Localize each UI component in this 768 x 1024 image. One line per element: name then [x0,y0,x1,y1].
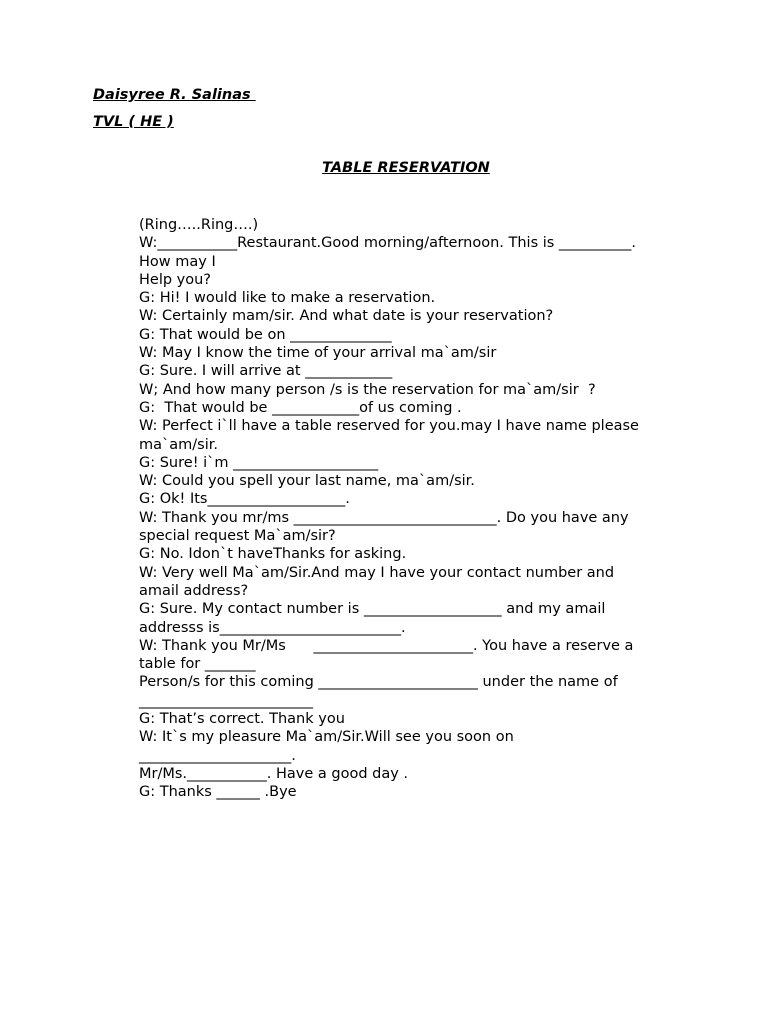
dialogue-line: G: Sure! i`m ____________________ [139,454,379,471]
dialogue-line: W: It`s my pleasure Ma`am/Sir.Will see you soon on [139,729,514,746]
dialogue-line: G: No. Idon`t haveThanks for asking. [139,546,407,563]
dialogue-line: W: Thank you mr/ms ____________________________. Do you have any [139,509,629,526]
dialogue-script [139,216,699,802]
dialogue-line: W: Could you spell your last name, ma`am/sir. [139,473,475,490]
dialogue-line: G: That would be ____________of us coming . [139,399,462,416]
dialogue-line: Mr/Ms.___________. Have a good day . [139,765,409,782]
dialogue-line: W:___________Restaurant.Good morning/afternoon. This is __________. [139,235,637,252]
dialogue-line: ma`am/sir. [139,436,218,453]
dialogue-line: G: Sure. I will arrive at ____________ [139,363,393,380]
dialogue-line: special request Ma`am/sir? [139,528,336,545]
strand-label: TVL ( HE ) [93,114,174,130]
dialogue-line: Help you? [139,271,212,288]
dialogue-line: W: Certainly mam/sir. And what date is your reservation? [139,308,554,325]
dialogue-line: table for _______ [139,656,256,673]
dialogue-line: amail address? [139,582,249,599]
dialogue-line: G: That’s correct. Thank you [139,711,345,728]
dialogue-line: G: Ok! Its___________________. [139,491,350,508]
dialogue-line: Person/s for this coming ______________________ under the name of [139,674,618,691]
document-title: TABLE RESERVATION [322,160,490,176]
dialogue-line: How may I [139,253,216,270]
dialogue-line: G: Hi! I would like to make a reservation. [139,290,436,307]
dialogue-line: (Ring…..Ring….) [139,217,259,233]
author-name: Daisyree R. Salinas [93,87,256,103]
dialogue-line: ________________________ [139,692,313,709]
dialogue-line: G: Sure. My contact number is ___________________ and my amail [139,601,606,618]
dialogue-line: W: Very well Ma`am/Sir.And may I have your contact number and [139,564,615,581]
dialogue-line: addresss is_________________________. [139,619,406,636]
dialogue-line: W; And how many person /s is the reservation for ma`am/sir ? [139,381,596,398]
dialogue-line: W: May I know the time of your arrival ma`am/sir [139,345,497,362]
dialogue-line: G: Thanks ______ .Bye [139,784,297,801]
dialogue-line: W: Thank you Mr/Ms ______________________. You have a reserve a [139,637,634,654]
dialogue-line: G: That would be on ______________ [139,326,392,343]
dialogue-line: _____________________. [139,747,296,764]
dialogue-line: W: Perfect i`ll have a table reserved for you.may I have name please [139,418,639,435]
